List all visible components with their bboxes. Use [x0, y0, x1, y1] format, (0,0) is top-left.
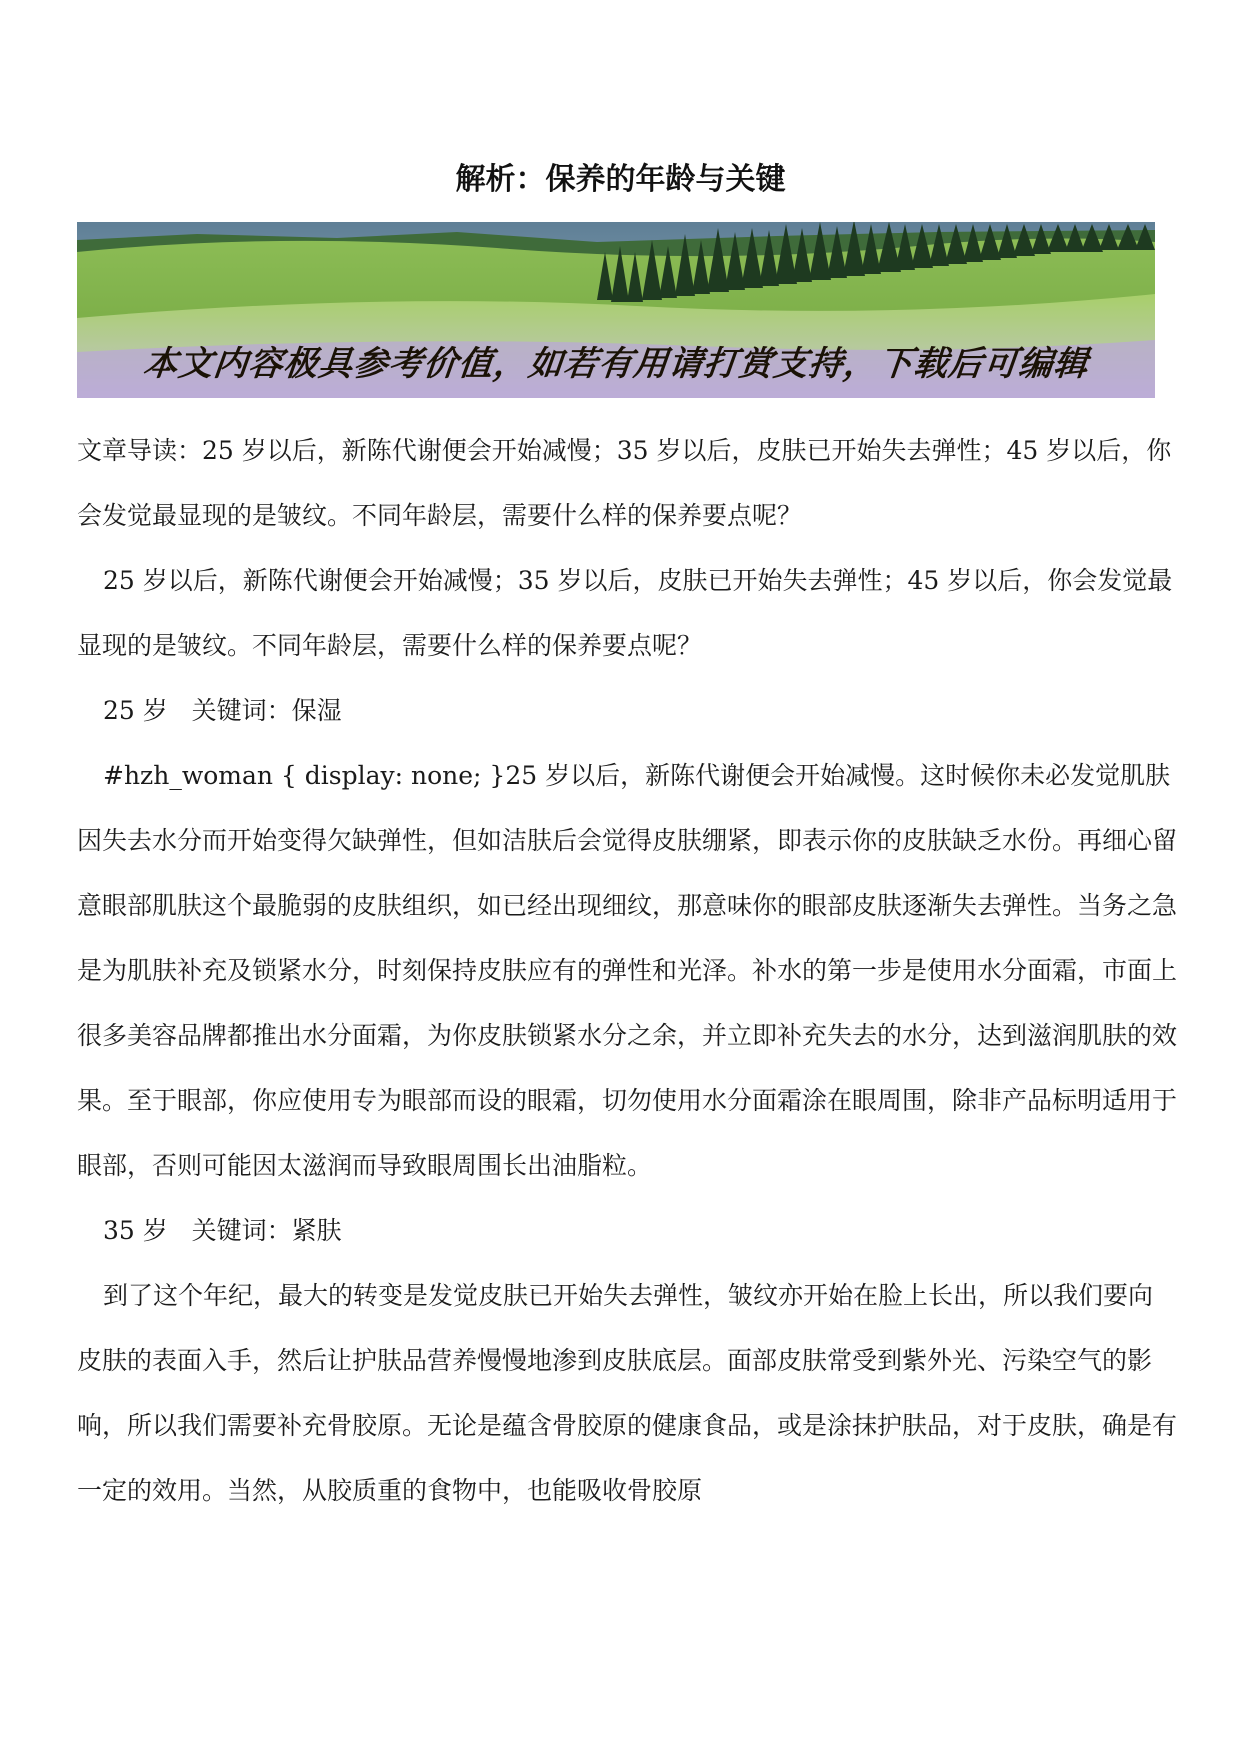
section-heading-35: 35 岁 关键词：紧肤: [103, 1216, 342, 1245]
article-body: [77, 418, 1177, 1523]
banner-image: [77, 222, 1155, 398]
article-paragraph: 25 岁以后，新陈代谢便会开始减慢；35 岁以后，皮肤已开始失去弹性；45 岁以后，你会发觉最显现的是皱纹。不同年龄层，需要什么样的保养要点呢？: [77, 566, 1173, 660]
article-paragraph: #hzh_woman { display: none; }25 岁以后，新陈代谢便会开始减慢。这时候你未必发觉肌肤因失去水分而开始变得欠缺弹性，但如洁肤后会觉得皮肤绷紧，即表示你的皮肤缺乏水份。再细心留意眼部肌肤这个最脆弱的皮肤组织，如已经出现细纹，那意味你的眼部皮肤逐渐失去弹性。当务之急是为肌肤补充及锁紧水分，时刻保持皮肤应有的弹性和光泽。补水的第一步是使用水分面霜，市面上很多美容品牌都推出水分面霜，为你皮肤锁紧水分之余，并立即补充失去的水分，达到滋润肌肤的效果。至于眼部，你应使用专为眼部而设的眼霜，切勿使用水分面霜涂在眼周围，除非产品标明适用于眼部，否则可能因太滋润而导致眼周围长出油脂粒。: [77, 761, 1178, 1180]
section-heading-25: 25 岁 关键词：保湿: [103, 696, 342, 725]
article-paragraph: 到了这个年纪，最大的转变是发觉皮肤已开始失去弹性，皱纹亦开始在脸上长出，所以我们要向皮肤的表面入手，然后让护肤品营养慢慢地渗到皮肤底层。面部皮肤常受到紫外光、污染空气的影响，所以我们需要补充骨胶原。无论是蕴含骨胶原的健康食品，或是涂抹护肤品，对于皮肤，确是有一定的效用。当然，从胶质重的食物中，也能吸收骨胶原: [77, 1281, 1178, 1505]
article-intro: 文章导读：25 岁以后，新陈代谢便会开始减慢；35 岁以后，皮肤已开始失去弹性；45 岁以后，你会发觉最显现的是皱纹。不同年龄层，需要什么样的保养要点呢？: [77, 436, 1172, 530]
banner-caption: 本文内容极具参考价值，如若有用请打赏支持，下载后可编辑: [141, 344, 1091, 384]
document-title: 解析：保养的年龄与关键: [455, 162, 786, 197]
